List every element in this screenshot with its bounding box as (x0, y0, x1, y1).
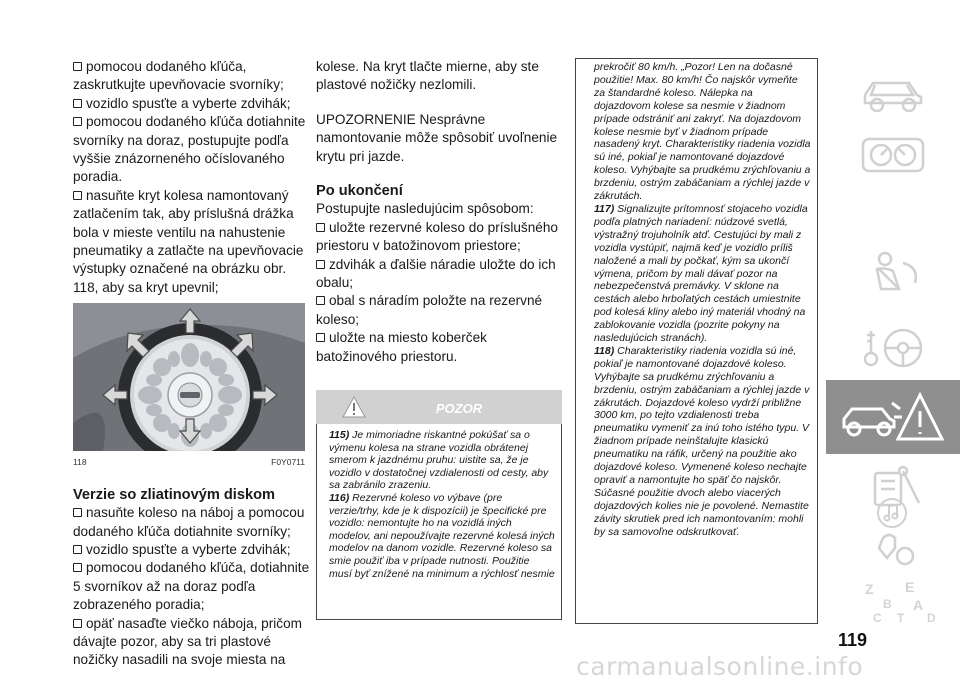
index-letter-z: Z (865, 581, 874, 597)
step-item (316, 292, 562, 329)
step-item (73, 95, 311, 113)
note-number: 116) (329, 492, 350, 505)
step-text: nasuňte koleso na náboj a pomocou dodaného kľúča dotiahnite svorníky; (73, 505, 305, 539)
step-text: zaskrutkujte upevňovacie svorníky; (73, 77, 284, 93)
wheel-illustration (73, 303, 305, 451)
step-text: vozidlo spusťte a vyberte zdvihák; (86, 541, 291, 557)
pozor-body (316, 424, 562, 620)
bullet-square-icon (316, 223, 325, 232)
step-text: uložte rezervné koleso do príslušného priestoru v batožinovom priestore; (316, 219, 558, 254)
warning-note (329, 429, 555, 492)
technical-data-icon (859, 528, 927, 572)
note-text: Signalizujte prítomnosť stojaceho vozidla podľa platných nariadení: núdzové svetlá, výstražný trojuholník atď. Cestujúci by mali z vozidla vystúpiť, najmä keď je vozidlo príliš naložené a mali by počkať, kým sa ukončí výmena, pričom by mali dávať pozor na nebezpečenstvá premávky. V sklone na cestách alebo hrboľatých cestách umiestnite pod kolesá kliny alebo iný materiál vhodný na zablokovanie vozidla (pozrite pokyny na nasledujúcich stranách). (594, 202, 808, 345)
wheel-figure (73, 303, 305, 451)
tab-index[interactable] (826, 578, 960, 624)
step-item (73, 113, 311, 187)
figure-caption (73, 453, 305, 471)
tab-emergency[interactable] (826, 380, 960, 454)
column-3-warnings (575, 58, 818, 624)
step-text: obal s náradím položte na rezervné koleso; (316, 293, 543, 327)
step-text: pomocou dodaného kľúča, dotiahnite 5 svorníkov až na doraz podľa zobrazeného poradia; (73, 560, 310, 613)
warning-note (594, 203, 811, 345)
step-item (73, 504, 311, 541)
note-number: 115) (329, 429, 350, 442)
warning-note (329, 492, 555, 580)
bullet-square-icon (73, 117, 82, 126)
step-item (73, 187, 311, 297)
step-text: vozidlo spusťte a vyberte zdvihák; (86, 95, 291, 111)
continued-text: kolese. Na kryt tlačte mierne, aby ste plastové nožičky nezlomili. (316, 59, 539, 93)
seatbelt-airbag-icon (859, 249, 927, 299)
figure-code: F0Y0711 (271, 457, 305, 468)
car-breakdown-warning-icon (838, 387, 948, 447)
warning-note (594, 345, 811, 539)
alloy-steps (73, 504, 311, 670)
tab-car[interactable] (826, 68, 960, 122)
tab-dashboard[interactable] (826, 128, 960, 182)
note-number: 117) (594, 202, 615, 215)
step-text: uložte na miesto koberček batožinového priestoru. (316, 330, 487, 364)
steering-wheel-key-icon (859, 323, 927, 373)
pozor-title: POZOR (435, 401, 483, 417)
index-letter-e: E (905, 579, 915, 595)
step-item (73, 58, 311, 76)
bullet-square-icon (73, 191, 82, 200)
upozornenie-text: UPOZORNENIE Nesprávne namontovanie môže spôsobiť uvoľnenie krytu pri jazde. (316, 111, 558, 164)
bullet-square-icon (316, 333, 325, 342)
column-1 (73, 58, 311, 670)
warning-note (594, 61, 811, 203)
tab-driving[interactable] (826, 318, 960, 378)
step-item (73, 559, 311, 614)
bullet-square-icon (73, 563, 82, 572)
car-outline-icon (859, 73, 927, 117)
step-text: opäť nasaďte viečko náboja, pričom dávajte pozor, aby sa tri plastové nožičky nasadili na svoje miesta na (73, 615, 302, 668)
bullet-square-icon (316, 296, 325, 305)
finish-lead: Postupujte nasledujúcim spôsobom: (316, 201, 534, 217)
tab-multimedia[interactable] (872, 494, 912, 532)
dashboard-gauges-icon (859, 133, 927, 177)
step-item (73, 76, 311, 94)
watermark: carmanualsonline.info (576, 652, 864, 681)
bullet-square-icon (73, 99, 82, 108)
index-letters-icon (843, 578, 943, 624)
figure-number: 118 (73, 457, 87, 468)
step-item (316, 329, 562, 366)
note-text: Je mimoriadne riskantné pokúšať sa o výmenu kolesa na strane vozidla obrátenej smerom k jazdnému pruhu: uistite sa, že je vozidlo v dostatočnej vzdialenosti od cesty, aby sa zabránilo zrazeniu. (329, 429, 549, 492)
step-text: nasuňte kryt kolesa namontovaný zatlačením tak, aby príslušná drážka bola v mieste ventilu na nahustenie pneumatiky a zatlačte na upevňovacie výstupky označené na obrázku obr. 118, aby sa kryt upevnil; (73, 187, 304, 295)
section-heading-finish: Po ukončení (316, 183, 403, 200)
note-text: Charakteristiky riadenia vozidla sú iné, pokiaľ je namontované dojazdové koleso. Vyhýbajte sa prudkému zrýchľovaniu a brzdeniu, ostrým zabáčaniam a rýchlej jazde v zákrutách. Dojazdové koleso vydrží približne 3000 km, po tejto vzdialenosti treba pneumatiku vymeniť za inú toho istého typu. V žiadnom prípade neinštalujte klasickú pneumatiku na ráfik, určený na použitie ako dojazdové koleso. Vymenené koleso nechajte opraviť a namontujte ho späť čo najskôr. Súčasné použitie dvoch alebo viacerých dojazdových kolies nie je povolené. Nemastite závity skrutiek pred ich namontovaním: mohli by sa samovoľne odskrutkovať. (594, 344, 810, 538)
page-number: 119 (838, 630, 868, 650)
bullet-square-icon (73, 508, 82, 517)
finish-steps (316, 219, 562, 366)
index-letter-b: B (883, 597, 892, 611)
column-2 (316, 58, 562, 620)
note-text: prekročiť 80 km/h. „Pozor! Len na dočasné použitie! Max. 80 km/h! Čo najskôr vymeňte za štandardné koleso. Nálepka na dojazdovom kolese sa nesmie v žiadnom prípade odstrániť ani zakryť. Na dojazdovom kolese nesmie byť v žiadnom prípade nasadený kryt. Charakteristiky riadenia vozidla sú iné, pokiaľ je namontované dojazdové koleso. Vyhýbajte sa prudkému zrýchľovaniu a brzdeniu, ostrým zabáčaniam a rýchlej jazde v zákrutách. (594, 61, 811, 203)
bullet-square-icon (73, 619, 82, 628)
tab-safety[interactable] (826, 244, 960, 304)
step-text: zdvihák a ďalšie náradie uložte do ich obalu; (316, 256, 556, 291)
step-text: pomocou dodaného kľúča dotiahnite svorníky na doraz, postupujte podľa vyššie znázorneného očíslovaného poradia. (73, 114, 306, 185)
index-letter-a: A (913, 597, 924, 613)
index-letter-t: T (897, 611, 905, 624)
step-item (73, 615, 311, 670)
step-item (316, 219, 562, 256)
note-text: Rezervné koleso vo výbave (pre verzie/trhy, kde je k dispozícii) je špecifické pre vozidlo: nemontujte ho na vozidlá iných modelov, ani nepoužívajte rezervné kolesá iných modelov na danom vozidle. Rezervné koleso sa smie použiť iba v prípade nutnosti. Použitie musí byť znížené na minimum a rýchlosť nesmie (329, 492, 555, 580)
index-letter-c: C (873, 611, 882, 624)
index-letter-d: D (927, 611, 936, 624)
intro-steps (73, 58, 311, 297)
section-heading-alloy: Verzie so zliatinovým diskom (73, 486, 275, 503)
step-item (316, 256, 562, 293)
bullet-square-icon (316, 260, 325, 269)
note-number: 118) (594, 344, 615, 357)
pozor-header (316, 390, 562, 424)
chapter-sidebar (826, 58, 960, 624)
bullet-square-icon (73, 545, 82, 554)
step-text: pomocou dodaného kľúča, (86, 59, 247, 74)
bullet-square-icon (73, 62, 82, 71)
multimedia-music-icon (875, 496, 909, 530)
step-item (73, 541, 311, 559)
